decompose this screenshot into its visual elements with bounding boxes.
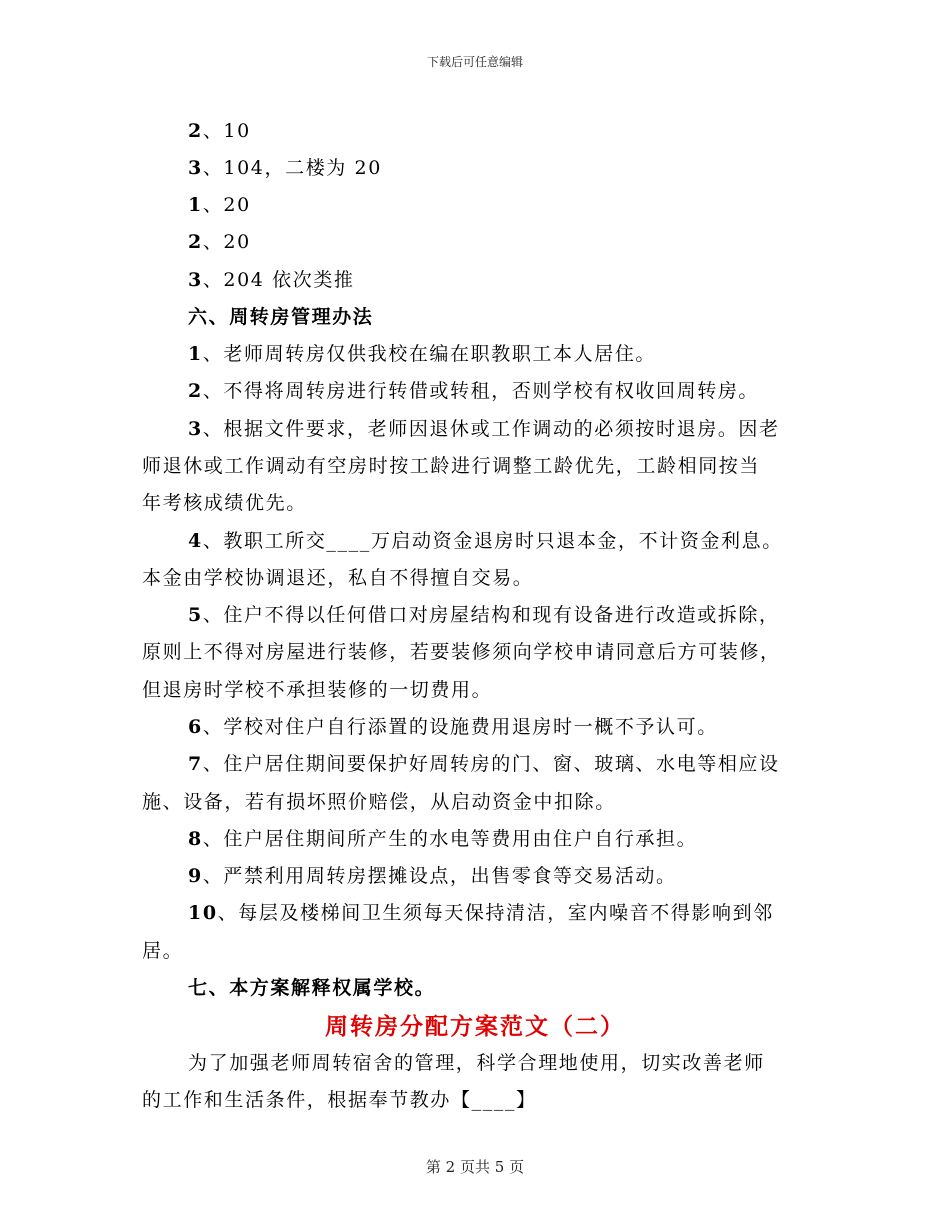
list-item-continuation: 本金由学校协调退还，私自不得擅自交易。 [142,567,534,589]
item-text: 、学校对住户自行添置的设施费用退房时一概不予认可。 [202,716,718,738]
list-item-continuation: 年考核成绩优先。 [142,492,307,514]
page-footer: 第 2 页共 5 页 [425,1158,525,1176]
item-number: 10 [188,902,218,924]
list-item [188,749,780,776]
page-header: 下载后可任意编辑 [426,55,523,69]
item-text: 、不得将周转房进行转借或转租，否则学校有权收回周转房。 [202,380,760,402]
item-number: 6 [188,716,203,738]
item-number: 2 [188,120,203,142]
item-number: 3 [188,269,203,291]
item-text: 、104，二楼为 20 [202,157,382,179]
list-item [188,712,718,739]
item-number: 1 [188,343,203,365]
list-item [188,898,774,925]
item-number: 3 [188,157,203,179]
list-item [188,116,251,143]
item-text: 、20 [202,231,251,253]
list-item [188,376,759,403]
list-item-continuation: 但退房时学校不承担装修的一切费用。 [142,679,493,701]
item-text: 、老师周转房仅供我校在编在职教职工本人居住。 [202,343,657,365]
list-item [188,153,382,180]
item-number: 2 [188,231,203,253]
item-number: 4 [188,530,203,552]
list-item [188,339,656,366]
list-item [188,824,697,851]
list-item-continuation: 原则上不得对房屋进行装修，若要装修须向学校申请同意后方可装修， [142,641,781,663]
paragraph-line: 的工作和生活条件，根据奉节教办【____】 [142,1089,537,1111]
list-item [188,414,780,441]
section-title: 周转房分配方案范文（二） [325,1013,625,1040]
list-item [188,265,355,292]
list-item [188,861,677,888]
paragraph-line: 为了加强老师周转宿舍的管理，科学合理地使用，切实改善老师 [188,1052,765,1074]
item-number: 2 [188,380,203,402]
item-text: 、教职工所交____万启动资金退房时只退本金，不计资金利息。 [202,530,783,552]
item-number: 8 [188,828,203,850]
item-number: 9 [188,865,203,887]
list-item [188,526,783,553]
item-text: 、204 依次类推 [202,269,355,291]
item-text: 、20 [202,194,251,216]
item-text: 、住户居住期间要保护好周转房的门、窗、玻璃、水电等相应设 [202,753,780,775]
item-text: 、根据文件要求，老师因退休或工作调动的必须按时退房。因老 [202,418,780,440]
item-text: 、住户不得以任何借口对房屋结构和现有设备进行改造或拆除， [202,604,780,626]
item-text: 、10 [202,120,251,142]
item-text: 、住户居住期间所产生的水电等费用由住户自行承担。 [202,828,698,850]
list-item-continuation: 师退休或工作调动有空房时按工龄进行调整工龄优先，工龄相同按当 [142,455,761,477]
item-number: 7 [188,753,203,775]
list-item [188,190,251,217]
item-number: 1 [188,194,203,216]
list-item [188,227,251,254]
item-text: 、每层及楼梯间卫生须每天保持清洁，室内噪音不得影响到邻 [217,902,774,924]
item-text: 、严禁利用周转房摆摊设点，出售零食等交易活动。 [202,865,677,887]
list-item-continuation: 施、设备，若有损坏照价赔偿，从启动资金中扣除。 [142,791,616,813]
section-heading: 七、本方案解释权属学校。 [188,977,436,999]
section-heading: 六、周转房管理办法 [188,306,374,328]
list-item-continuation: 居。 [142,940,184,962]
item-number: 5 [188,604,203,626]
list-item [188,600,780,627]
item-number: 3 [188,418,203,440]
